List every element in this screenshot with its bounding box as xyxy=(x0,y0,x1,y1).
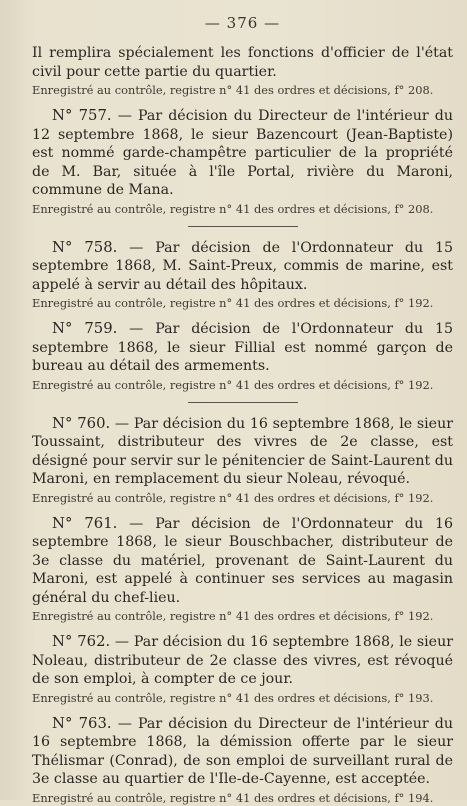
entry-757-text xyxy=(32,107,453,200)
entry-762-number: N° 762. xyxy=(52,633,111,650)
entry-759-number: N° 759. xyxy=(52,320,118,337)
entry-0-registration: Enregistré au contrôle, registre n° 41 des ordres et décisions, f° 208. xyxy=(32,83,434,97)
entry-758-registration: Enregistré au contrôle, registre n° 41 des ordres et décisions, f° 192. xyxy=(32,296,434,310)
entry-763-number: N° 763. xyxy=(52,714,112,732)
entry-757-registration: Enregistré au contrôle, registre n° 41 des ordres et décisions, f° 208. xyxy=(32,201,434,216)
entry-763-registration: Enregistré au contrôle, registre n° 41 des ordres et décisions, f° 194. xyxy=(32,790,434,805)
separator-rule xyxy=(188,226,298,227)
entry-760-registration: Enregistré au contrôle, registre n° 41 des ordres et décisions, f° 192. xyxy=(32,490,434,505)
entry-760-body: — Par décision du 16 septembre 1868, le sieur Toussaint, distributeur des vivres de 2e classe, est désigné pour servir sur le pénitencier de Saint-Laurent du Maroni, en remplacement du sieur Noleau, révoqué. xyxy=(32,415,453,487)
entry-762-body: — Par décision du 16 septembre 1868, le sieur Noleau, distributeur de 2e classe des vivres, est révoqué de son emploi, à compter de ce jour. xyxy=(32,634,453,687)
entry-758-text xyxy=(32,239,453,295)
page-number: — 376 — xyxy=(204,14,281,32)
entry-757-body: — Par décision du Directeur de l'intérieur du 12 septembre 1868, le sieur Bazencourt (Jean-Baptiste) est nommé garde-champêtre particulier de la propriété de M. Bar, située à l'île Portal, rivière du Maroni, commune de Mana. xyxy=(32,108,453,198)
entry-761-number: N° 761. xyxy=(52,514,118,532)
entry-762-text xyxy=(32,633,453,689)
entry-759-registration: Enregistré au contrôle, registre n° 41 des ordres et décisions, f° 192. xyxy=(32,377,434,392)
entry-763-body: — Par décision du Directeur de l'intérieur du 16 septembre 1868, la démission offerte par le sieur Thélismar (Conrad), de son emploi de surveillant rural de 3e classe au quartier de l'Ile-de-Cayenne, est acceptée. xyxy=(32,715,453,787)
entry-0-text xyxy=(32,44,453,81)
entry-757-number: N° 757. xyxy=(52,107,112,124)
entry-761-registration: Enregistré au contrôle, registre n° 41 des ordres et décisions, f° 192. xyxy=(32,609,434,623)
entry-760-number: N° 760. xyxy=(52,414,111,432)
entry-760-text xyxy=(32,415,453,489)
entry-763-text xyxy=(32,715,453,789)
entry-758-body: — Par décision de l'Ordonnateur du 15 septembre 1868, M. Saint-Preux, commis de marine, est appelé à servir au détail des hôpitaux. xyxy=(32,239,453,293)
entry-761-text xyxy=(32,515,453,608)
entry-762-registration: Enregistré au contrôle, registre n° 41 des ordres et décisions, f° 193. xyxy=(32,690,434,705)
separator-rule xyxy=(188,402,298,403)
entry-758-number: N° 758. xyxy=(52,238,118,256)
entry-761-body: — Par décision de l'Ordonnateur du 16 septembre 1868, le sieur Bouschbacher, distributeur de 3e classe du matériel, provenant de Saint-Laurent du Maroni, est appelé à continuer ses services au magasin général du chef-lieu. xyxy=(32,515,453,606)
entry-759-body: — Par décision de l'Ordonnateur du 15 septembre 1868, le sieur Fillial est nommé garçon de bureau au détail des armements. xyxy=(32,321,453,374)
entry-0-body: Il remplira spécialement les fonctions d'officier de l'état civil pour cette partie du quartier. xyxy=(32,45,453,80)
entry-759-text xyxy=(32,320,453,376)
